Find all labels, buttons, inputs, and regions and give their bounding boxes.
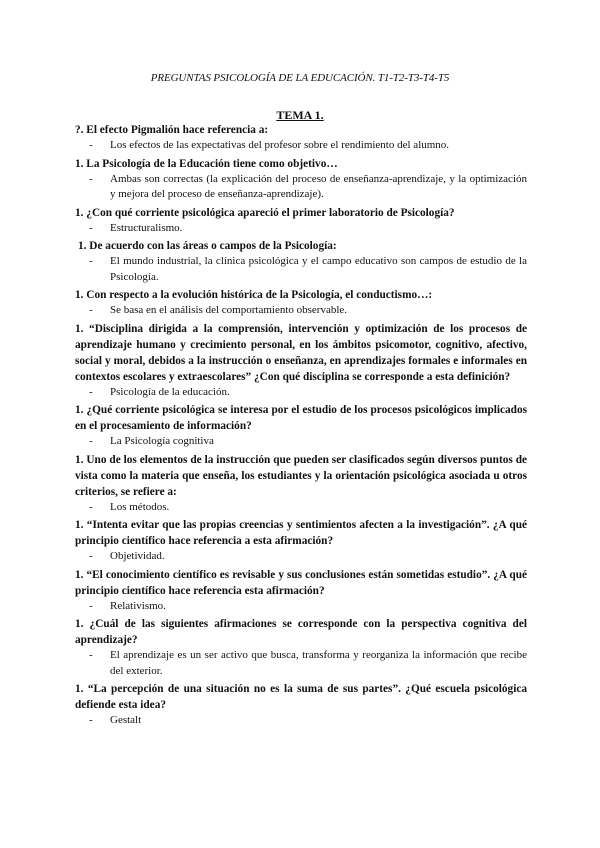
- question: ?. El efecto Pigmalión hace referencia a:: [75, 124, 269, 136]
- answer: [75, 254, 527, 285]
- question: 1. “El conocimiento científico es revisable y sus conclusiones están sometidas estudio”. ¿A qué principio científico hace referencia esta afirmación?: [75, 568, 527, 597]
- qa-item: [75, 517, 527, 565]
- qa-item: [75, 287, 527, 319]
- answer-text: Se basa en el análisis del comportamiento observable.: [110, 304, 348, 316]
- answer-text: Relativismo.: [110, 599, 166, 612]
- answer-dash: -: [89, 649, 93, 661]
- answer-text: La Psicología cognitiva: [110, 435, 214, 447]
- question: 1. Con respecto a la evolución histórica de la Psicología, el conductismo…:: [75, 289, 433, 301]
- answer: [75, 549, 527, 565]
- answer: [75, 648, 527, 679]
- question: 1. ¿Qué corriente psicológica se interesa por el estudio de los procesos psicológicos implicados en el procesamiento de información?: [75, 404, 527, 432]
- answer-text: Objetividad.: [110, 550, 165, 562]
- question: 1. Uno de los elementos de la instrucción que pueden ser clasificados según diversos puntos de vista como la materia que enseña, los estudiantes y la orientación psicológica asociada u otros criterios, se refiere a:: [75, 453, 527, 498]
- answer-text: Los métodos.: [110, 500, 170, 513]
- qa-item: [75, 321, 527, 401]
- answer: [75, 713, 527, 729]
- qa-item: [75, 452, 527, 516]
- answer-dash: -: [89, 714, 93, 726]
- question: 1. “Intenta evitar que las propias creencias y sentimientos afecten a la investigación”. ¿A qué principio científico hace referencia a esta afirmación?: [75, 519, 527, 547]
- answer-dash: -: [89, 385, 93, 398]
- answer: [75, 172, 527, 203]
- answer: [75, 385, 527, 401]
- question: 1. ¿Cuál de las siguientes afirmaciones se corresponde con la perspectiva cognitiva del aprendizaje?: [75, 618, 527, 646]
- answer-text: Psicología de la educación.: [110, 385, 230, 398]
- question: 1. La Psicología de la Educación tiene como objetivo…: [75, 157, 338, 170]
- answer-dash: -: [89, 221, 93, 234]
- qa-item: [75, 205, 527, 237]
- qa-item: [75, 238, 527, 285]
- answer-dash: -: [89, 435, 93, 447]
- answer-dash: -: [89, 550, 93, 562]
- qa-item: [75, 402, 527, 450]
- answer: [75, 221, 527, 237]
- qa-item: [75, 156, 527, 203]
- answer: [75, 599, 527, 615]
- answer-dash: -: [89, 139, 93, 151]
- section-title: TEMA 1.: [276, 108, 324, 122]
- answer-dash: -: [89, 304, 93, 316]
- document-header: PREGUNTAS PSICOLOGÍA DE LA EDUCACIÓN. T1-T2-T3-T4-T5: [150, 72, 450, 84]
- answer-text: Ambas son correctas (la explicación del proceso de enseñanza-aprendizaje, y la optimización y mejora del proceso de enseñanza-aprendizaje).: [110, 172, 527, 200]
- answer: [75, 138, 527, 154]
- answer-text: El aprendizaje es un ser activo que busca, transforma y reorganiza la información que recibe del exterior.: [110, 649, 527, 677]
- answer-text: Gestalt: [110, 714, 142, 726]
- qa-item: [75, 681, 527, 729]
- answer: [75, 303, 527, 319]
- answer-text: El mundo industrial, la clínica psicológica y el campo educativo son campos de estudio de la Psicología.: [110, 255, 527, 283]
- question: 1. De acuerdo con las áreas o campos de la Psicología:: [78, 240, 337, 252]
- question: 1. “La percepción de una situación no es la suma de sus partes”. ¿Qué escuela psicológica defiende esta idea?: [75, 683, 527, 711]
- qa-item: [75, 122, 527, 154]
- question: 1. ¿Con qué corriente psicológica apareció el primer laboratorio de Psicología?: [75, 206, 455, 219]
- qa-item: [75, 616, 527, 679]
- question-list: [75, 122, 527, 731]
- answer-dash: -: [89, 500, 93, 513]
- answer-dash: -: [89, 599, 93, 612]
- answer: [75, 434, 527, 450]
- answer-text: Estructuralismo.: [110, 221, 183, 234]
- qa-item: [75, 567, 527, 615]
- answer-dash: -: [89, 172, 93, 185]
- answer: [75, 500, 527, 516]
- question: 1. “Disciplina dirigida a la comprensión, intervención y optimización de los procesos de aprendizaje humano y crecimiento personal, en los ámbitos psicomotor, cognitivo, afectivo, social y moral, debidos a la instrucción o enseñanza, en aprendizajes formales e informales en contextos escolares y extraescolares” ¿Con qué disciplina se corresponde a esta definición?: [75, 322, 527, 383]
- answer-dash: -: [89, 255, 93, 267]
- answer-text: Los efectos de las expectativas del profesor sobre el rendimiento del alumno.: [110, 139, 450, 151]
